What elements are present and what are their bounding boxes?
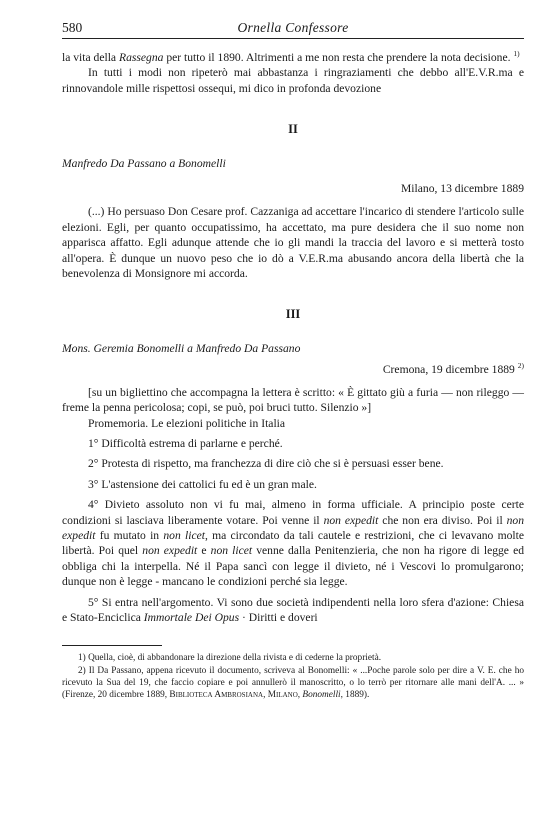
memo-item-3: 3° L'astensione dei cattolici fu ed è un gran male. — [88, 477, 317, 491]
journal-title: Rassegna — [118, 51, 164, 64]
footnote-1: 1) Quella, cioè, di abbandonare la direzione della rivista e di cederne la proprietà. — [78, 653, 382, 664]
letter-body: (...) Ho persuaso Don Cesare prof. Cazzaniga ad accettare l'incarico di stendere l'articolo sulle elezioni. Egli, per quanto occupatissimo, ha accettato, ma pure desidera che il suo nome non apparisca affatto. Egli adunque attende che io gli mandi la traccia del lavoro e si metterà tosto all'opera. È dunque un nuovo peso che io dò a V.E.R.ma abusando ancora della libertà che la benevolenza di Monsignore mi accorda. — [62, 205, 524, 281]
page — [62, 18, 524, 701]
letter-dateline: Milano, 13 dicembre 1889 — [401, 182, 524, 196]
text-run: , 1889). — [340, 689, 370, 700]
text-run: 2) Il Da Passano, appena ricevuto il documento, scriveva al Bonomelli: « ...Poche parole solo per dire a V. E. che ho ricevuto la Sua del 19, che faccio copiare e poi annullerò il manoscritto, o lo terrò per ritornare alle mani dell'A. ... » (Firenze, 20 dicembre 1889, — [62, 665, 524, 700]
latin-term: non licet — [210, 544, 253, 558]
text-run: e — [197, 544, 211, 558]
text-run: la vita della — [62, 51, 119, 64]
intro-paragraph-2: In tutti i modi non ripeterò mai abbastanza i ringraziamenti che debbo all'E.V.R.ma e rinnovandole mille rispettosi ossequi, mi dico in profonda devozione — [62, 66, 524, 95]
latin-term: non expedit — [142, 544, 198, 558]
memo-item-5 — [62, 595, 524, 626]
footnote-2 — [62, 665, 524, 702]
latin-term: non expedit — [62, 513, 525, 542]
section-numeral-ii: II — [288, 122, 298, 137]
text-run: · Diritti e doveri — [239, 610, 318, 624]
section-numeral-iii: III — [285, 307, 301, 322]
dateline-text: Cremona, 19 dicembre 1889 — [382, 363, 515, 377]
editorial-note: [su un bigliettino che accompagna la lettera è scritto: « È gittato giù a furia — non rileggo — freme la penna pericolosa; copi, se può, poi bruci tutto. Silenzio »] — [62, 385, 524, 415]
text-run: fu mutato in — [95, 528, 164, 542]
footnote-ref: 2) — [517, 361, 524, 371]
latin-term: non licet — [163, 528, 205, 542]
text-run: 5° Si entra nell'argomento. Vi sono due società indipendenti nella loro sfera d'azione: Chiesa e Stato-Enciclica — [62, 595, 524, 624]
main-text — [62, 50, 524, 625]
memo-item-2: 2° Protesta di rispetto, ma franchezza di dire ciò che si è persuasi esser bene. — [88, 457, 444, 471]
text-run: che non era diviso. Poi il — [378, 513, 507, 527]
memo-title: Promemoria. Le elezioni politiche in Italia — [88, 416, 286, 430]
running-title: Ornella Confessore — [237, 20, 349, 35]
memo-item-1: 1° Difficoltà estrema di parlarne e perché. — [88, 436, 283, 450]
text-run: 4° Divieto assoluto non vi fu mai, almeno in forma ufficiale. A principio poste certe condizioni si lasciava liberamente votare. Poi venne il — [62, 498, 524, 527]
footnotes — [62, 652, 524, 701]
letter-dateline — [62, 362, 524, 377]
text-run: venne dalla Penitenzieria, che non ha rigore di legge ed obbliga chi la interpella. Né il Papa sancì con legge il divieto, né i Vescovi lo promulgarono; dunque non è legge - mancano le condizioni perché sia legge. — [62, 544, 525, 589]
encyclical-title: Immortale Dei Opus — [143, 610, 240, 624]
memo-item-4 — [62, 497, 524, 589]
footnote-divider — [62, 645, 162, 646]
library-citation: Biblioteca Ambrosiana, Milano, — [169, 689, 303, 700]
text-run: , ma circondato da tali cautele e restrizioni, che ci levavano molte libertà. Poi quel — [62, 528, 524, 558]
footnote-ref: 1) — [513, 49, 520, 59]
running-header — [62, 18, 524, 39]
latin-term: non expedit — [323, 513, 379, 527]
page-number: 580 — [62, 20, 83, 35]
letter-heading: Manfredo Da Passano a Bonomelli — [62, 156, 226, 170]
text-run: per tutto il 1890. Altrimenti a me non resta che prendere la nota decisione. — [163, 51, 511, 64]
intro-paragraph — [62, 50, 524, 65]
letter-heading: Mons. Geremia Bonomelli a Manfredo Da Passano — [62, 341, 301, 355]
fund-name: Bonomelli — [302, 689, 341, 700]
